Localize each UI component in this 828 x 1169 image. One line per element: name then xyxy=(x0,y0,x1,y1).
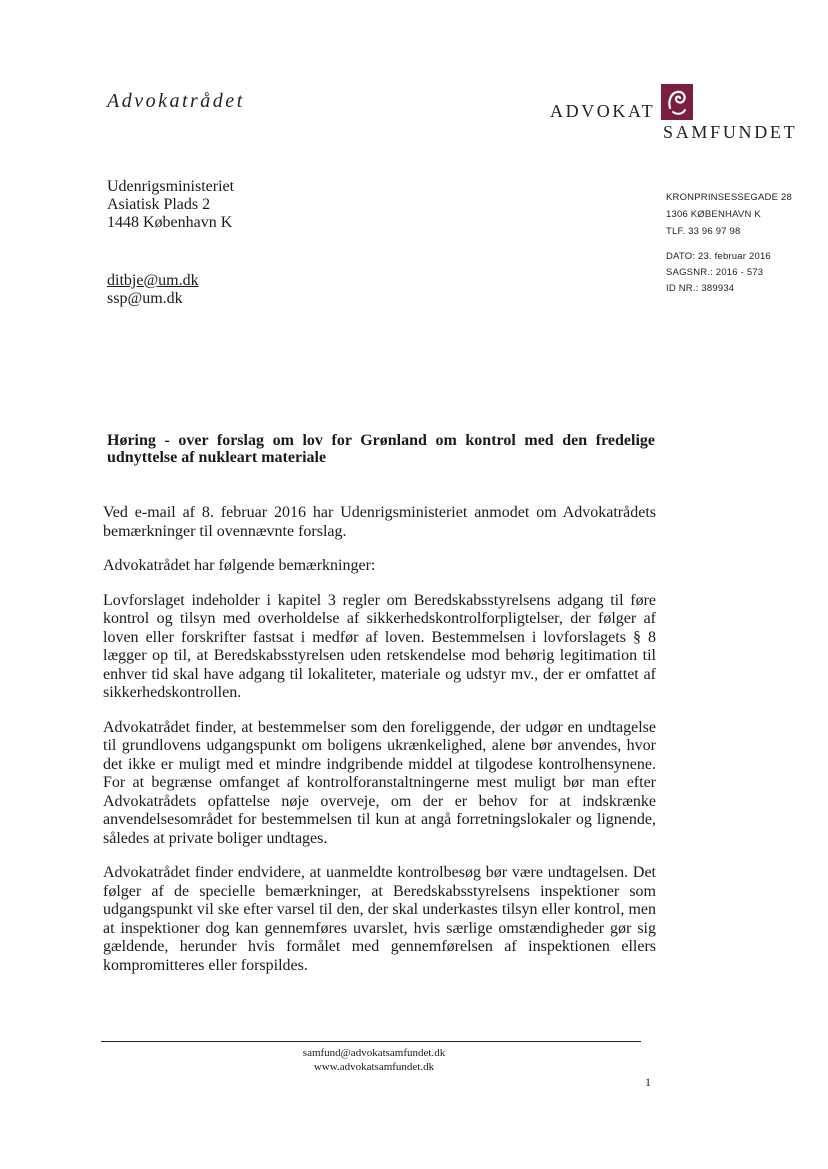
footer-website-link[interactable]: www.advokatsamfundet.dk xyxy=(313,1061,435,1073)
advokatsamfundet-logo xyxy=(548,84,810,146)
letter-footer xyxy=(200,1046,548,1074)
id-number: ID NR.: 389934 xyxy=(666,283,735,294)
recipient-address xyxy=(107,178,234,232)
body-paragraph: Lovforslaget indeholder i kapitel 3 regler om Beredskabsstyrelsens adgang til føre kontrol og tilsyn med overholdelse af sikkerhedskontrolforpligtelser, der følger af loven eller forskrifter fastsat i medfør af loven. Bestemmelsen i lovforslagets § 8 lægger op til, at Beredskabsstyrelsen uden retskendelse mod behørig legitimation til enhver tid skal have adgang til lokaliteter, materiale og udstyr mv., der er omfattet af sikkerhedskontrollen. xyxy=(103,591,656,701)
body-paragraph: Ved e-mail af 8. februar 2016 har Udenrigsministeriet anmodet om Advokatrådets bemærkninger til ovennævnte forslag. xyxy=(103,504,656,540)
advokatsamfundet-logo-mark-icon xyxy=(661,84,693,120)
logo-word-advokat: ADVOKAT xyxy=(550,101,656,121)
body-paragraph: Advokatrådet finder endvidere, at uanmeldte kontrolbesøg bør være undtagelsen. Det følger af de specielle bemærkninger, at Beredskabsstyrelsens inspektioner som udgangspunkt vil ske efter varsel til den, der skal underkastes tilsyn eller kontrol, men at inspektioner dog kan gennemføres uvarslet, hvis særlige omstændigheder gør sig gældende, herunder hvis formålet med gennemførelsen af inspektionen ellers kompromitteres eller forspildes. xyxy=(103,864,656,974)
body-paragraph: Advokatrådet finder, at bestemmelser som den foreliggende, der udgør en undtagelse til grundlovens udgangspunkt om boligens ukrænkelighed, alene bør anvendes, hvor det ikke er muligt med et mindre indgribende middel at tilgodese kontrolhensynene. For at begrænse omfanget af kontrolforanstaltningerne mest muligt bør man efter Advokatrådets opfattelse nøje overveje, om der er behov for at indskrænke anvendelsesområdet for bestemmelsen til kun at angå forretningslokaler og lignende, således at private boliger undtages. xyxy=(103,718,656,847)
body-paragraph: Advokatrådet har følgende bemærkninger: xyxy=(103,557,376,574)
letter-subject: Høring - over forslag om lov for Grønland om kontrol med den fredelige udnyttelse af nukleart materiale xyxy=(107,432,655,466)
sender-address-line: KRONPRINSESSEGADE 28 xyxy=(666,192,792,203)
sender-address xyxy=(666,189,792,240)
letter-body xyxy=(103,504,656,991)
footer-divider xyxy=(101,1041,641,1042)
sender-address-line: 1306 KØBENHAVN K xyxy=(666,209,761,220)
letter-meta xyxy=(666,249,771,297)
page-number: 1 xyxy=(645,1075,651,1089)
sender-phone: TLF. 33 96 97 98 xyxy=(666,226,741,237)
org-name: Advokatrådet xyxy=(107,90,245,112)
logo-word-samfundet: SAMFUNDET xyxy=(663,122,798,142)
letter-date: DATO: 23. februar 2016 xyxy=(666,251,771,262)
recipient-line: Udenrigsministeriet xyxy=(107,178,235,195)
recipient-line: 1448 København K xyxy=(107,214,233,231)
footer-email-link[interactable]: samfund@advokatsamfundet.dk xyxy=(302,1047,446,1059)
recipient-line: Asiatisk Plads 2 xyxy=(107,196,211,213)
recipient-email: ssp@um.dk xyxy=(107,290,183,307)
recipient-email-link[interactable]: ditbje@um.dk xyxy=(107,272,199,289)
case-number: SAGSNR.: 2016 - 573 xyxy=(666,267,764,278)
